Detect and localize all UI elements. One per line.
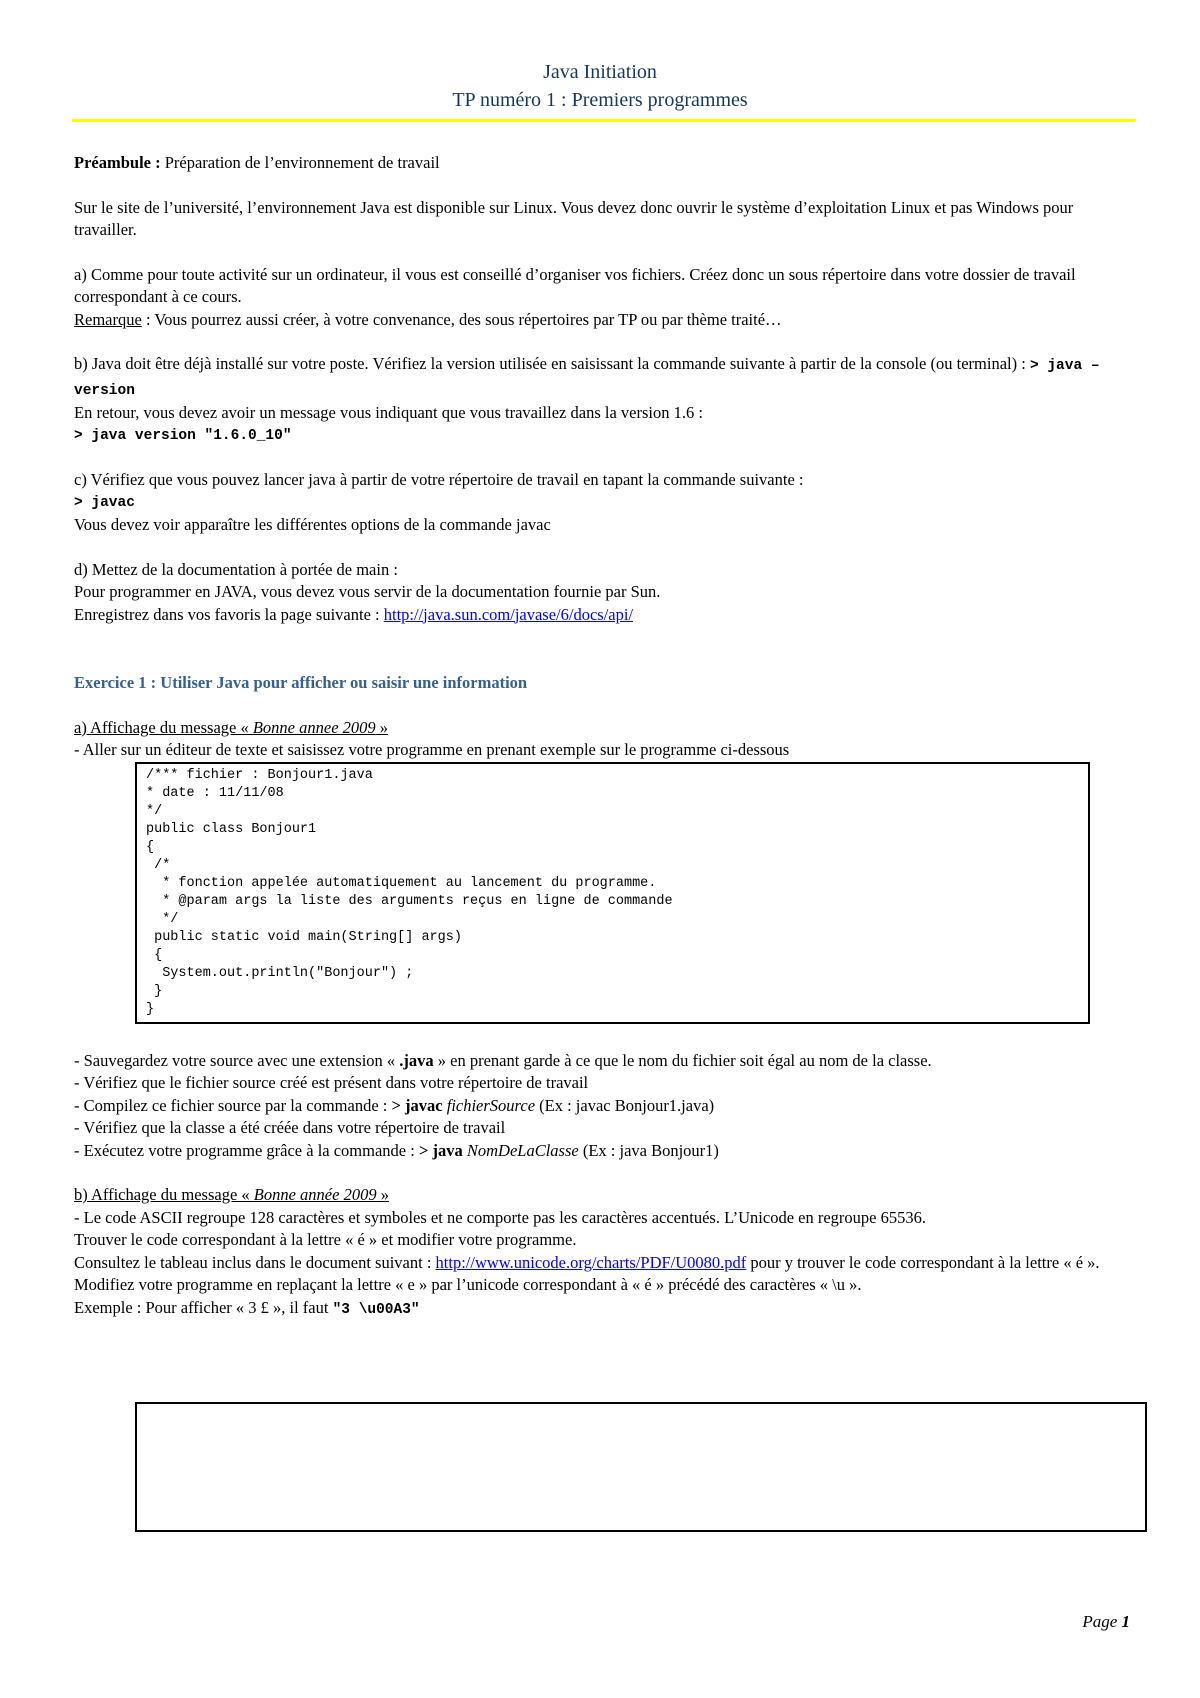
step-compile [74,1095,1134,1118]
step-c-after: Vous devez voir apparaître les différentes options de la commande javac [74,515,551,534]
java-version-command: > java –version [74,358,1100,399]
step-a-remark [74,309,1134,332]
part-b-line3 [74,1252,1134,1275]
part-a-heading-post: » [375,717,389,737]
part-b-line2: Trouver le code correspondant à la lettre « é » et modifier votre programme. [74,1230,577,1249]
java-cmd: > java [418,1140,467,1160]
page-number: 1 [1121,1612,1130,1631]
step-save-rest: » en prenant garde à ce que le nom du fichier soit égal au nom de la classe. [433,1050,932,1070]
step-run [74,1140,1134,1163]
javac-arg: fichierSource [446,1095,536,1115]
step-compile-text: - Compilez ce fichier source par la commande : [74,1095,392,1115]
intro-paragraph: Sur le site de l’université, l’environnement Java est disponible sur Linux. Vous devez donc ouvrir le système d’exploitation Linux et pas Windows pour travailler. [74,197,1074,239]
part-b-heading-post: » [376,1185,389,1204]
step-b-text [74,353,1134,402]
header-divider [72,119,1135,122]
header-tp-title: TP numéro 1 : Premiers programmes [452,89,748,111]
part-b-heading-message: Bonne année 2009 [253,1185,377,1204]
step-save-text: - Sauvegardez votre source avec une extension « [74,1050,400,1070]
java-version-output: > java version "1.6.0_10" [74,427,292,444]
part-a-steps [74,1050,1134,1163]
part-a-heading [74,717,1134,740]
step-save [74,1050,1134,1073]
part-a-heading-pre: a) Affichage du message « [74,717,253,737]
unicode-chart-link[interactable]: http://www.unicode.org/charts/PDF/U0080.pdf [435,1252,747,1272]
part-b-line3-post: pour y trouver le code correspondant à la lettre « é ». [746,1252,1100,1272]
preamble [74,152,1134,175]
page-header [0,58,1200,114]
java-extension: .java [399,1050,434,1070]
part-b-line5 [74,1297,1134,1322]
part-b-line4: Modifiez votre programme en replaçant la lettre « e » par l’unicode correspondant à « é » précédé des caractères « \u ». [74,1275,862,1294]
step-compile-example: (Ex : javac Bonjour1.java) [535,1095,715,1115]
exercise-1-title: Exercice 1 : Utiliser Java pour afficher ou saisir une information [74,673,528,692]
step-verify-source: - Vérifiez que le fichier source créé est présent dans votre répertoire de travail [74,1073,589,1092]
part-b-heading [74,1184,1134,1207]
java-arg: NomDeLaClasse [466,1140,579,1160]
answer-box[interactable] [135,1402,1147,1532]
remark-text: : Vous pourrez aussi créer, à votre convenance, des sous répertoires par TP ou par thème traité… [141,309,782,329]
step-run-text: - Exécutez votre programme grâce à la commande : [74,1140,419,1160]
code-listing-bonjour1: /*** fichier : Bonjour1.java * date : 11/11/08 */ public class Bonjour1 { /* * fonction appelée automatiquement au lancement du programme. * @param args la liste des arguments reçus en ligne de commande */ public static void main(String[] args) { System.out.println("Bonjour") ; } } [135,762,1090,1024]
step-run-example: (Ex : java Bonjour1) [578,1140,719,1160]
page-footer [0,1612,1130,1632]
remark-label: Remarque [74,309,142,329]
step-c-text: c) Vérifiez que vous pouvez lancer java à partir de votre répertoire de travail en tapant la commande suivante : [74,470,804,489]
javac-cmd: > javac [391,1095,447,1115]
step-d-line2: Pour programmer en JAVA, vous devez vous servir de la documentation fournie par Sun. [74,582,661,601]
step-d-line3 [74,604,1134,627]
preamble-text: Préparation de l’environnement de travail [160,153,440,172]
step-d-prompt: Enregistrez dans vos favoris la page suivante : [74,604,384,624]
step-b-instruction: b) Java doit être déjà installé sur votre poste. Vérifiez la version utilisée en saisissant la commande suivante à partir de la console (ou terminal) : [74,354,1030,373]
document-body [74,152,1134,1321]
step-verify-class: - Vérifiez que la classe a été créée dans votre répertoire de travail [74,1118,506,1137]
part-b-heading-pre: b) Affichage du message « [74,1185,254,1204]
preamble-label: Préambule : [74,153,161,172]
step-a-text: a) Comme pour toute activité sur un ordinateur, il vous est conseillé d’organiser vos fichiers. Créez donc un sous répertoire dans votre dossier de travail correspondant à ce cours. [74,264,1076,306]
part-b-example-text: Exemple : Pour afficher « 3 £ », il faut [74,1297,333,1317]
page-label: Page [1082,1612,1122,1631]
part-a-instruction: - Aller sur un éditeur de texte et saisissez votre programme en prenant exemple sur le programme ci-dessous [74,740,790,759]
javac-command: > javac [74,494,135,511]
unicode-example-code: "3 \u00A3" [332,1301,420,1318]
header-course-title: Java Initiation [543,61,657,83]
step-b-return-text: En retour, vous devez avoir un message vous indiquant que vous travaillez dans la version 1.6 : [74,403,703,422]
part-b-line3-pre: Consultez le tableau inclus dans le document suivant : [74,1252,436,1272]
step-d-text: d) Mettez de la documentation à portée de main : [74,559,398,579]
part-a-heading-message: Bonne annee 2009 [252,717,376,737]
java-api-docs-link[interactable]: http://java.sun.com/javase/6/docs/api/ [383,604,634,624]
part-b-line1: - Le code ASCII regroupe 128 caractères et symboles et ne comporte pas les caractères accentués. L’Unicode en regroupe 65536. [74,1207,926,1227]
